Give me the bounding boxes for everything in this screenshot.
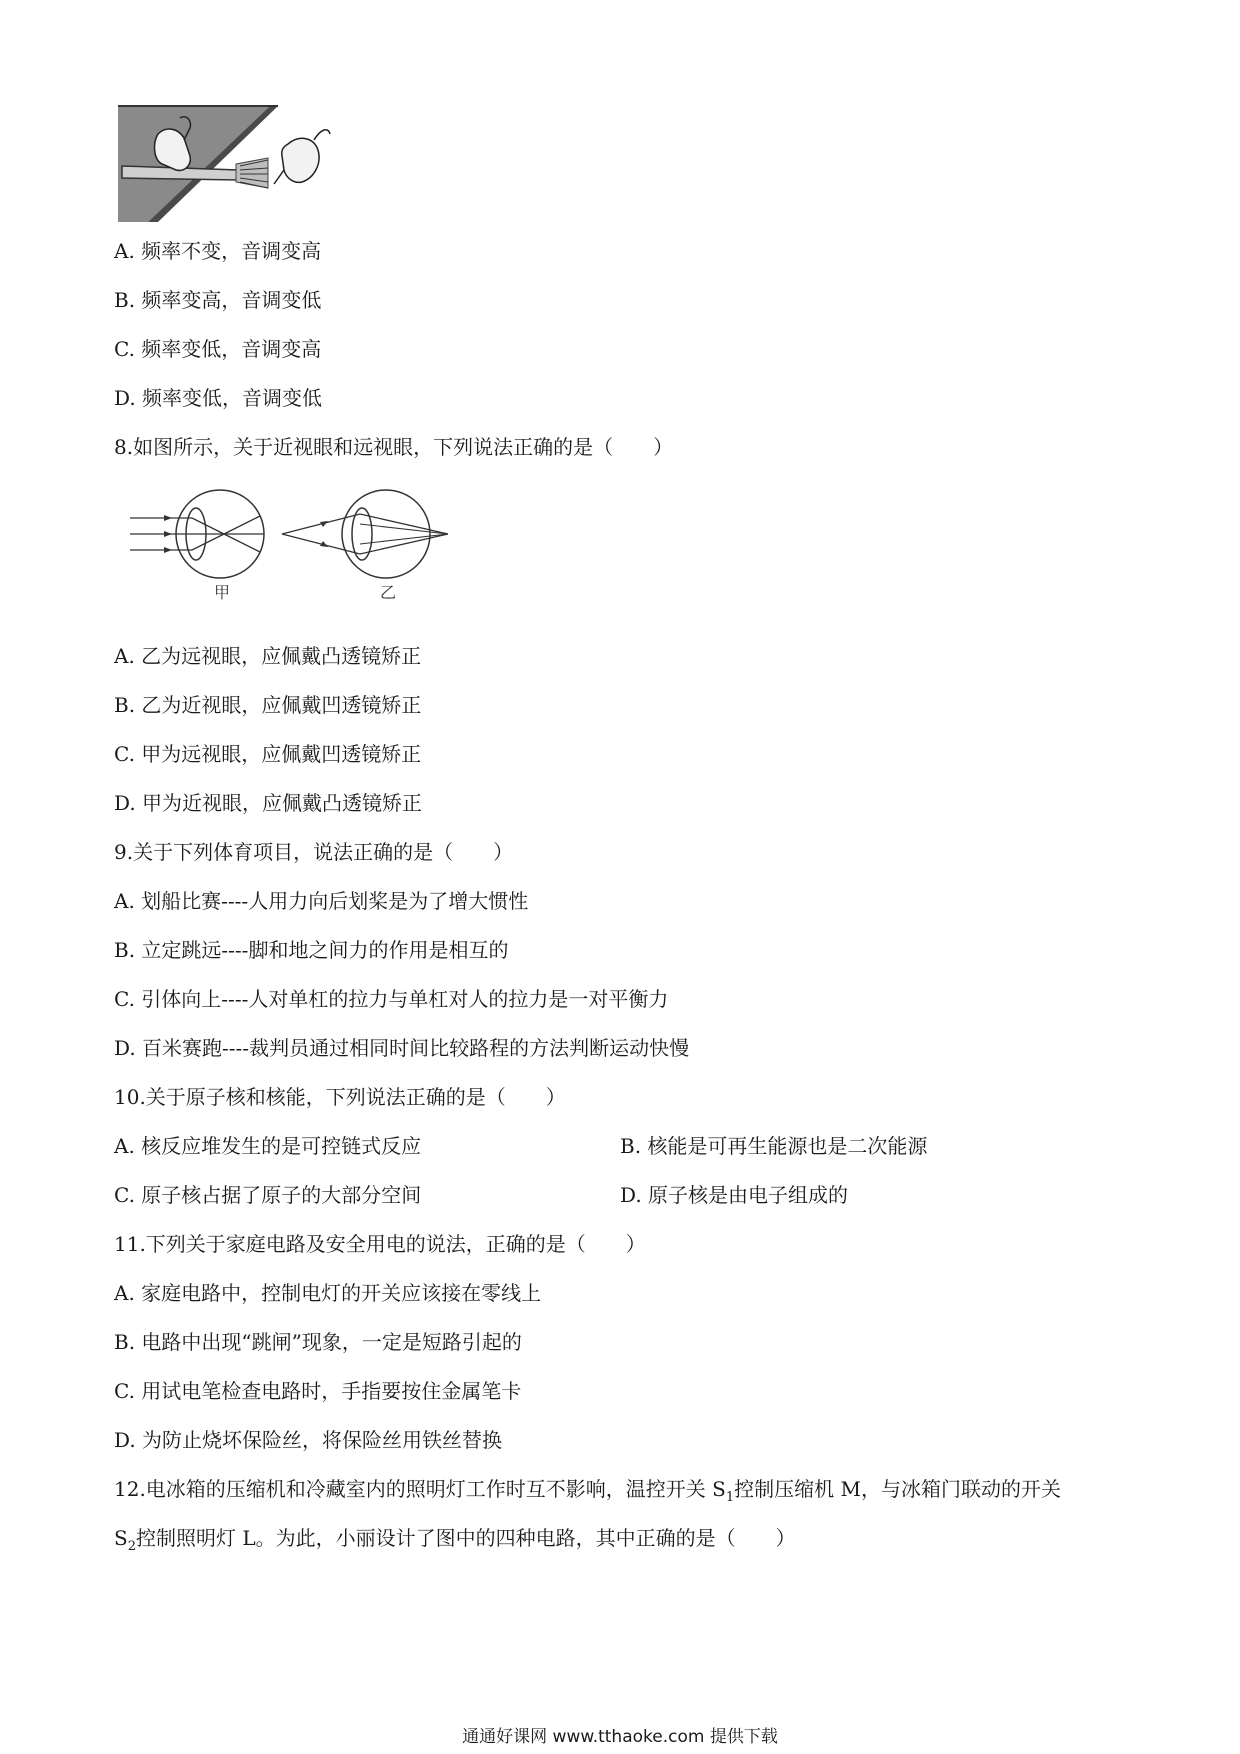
- q12-line1-part-b: 控制压缩机 M，与冰箱门联动的开关: [734, 1477, 1061, 1501]
- q11-option-b: B. 电路中出现“跳闸”现象，一定是短路引起的: [114, 1330, 522, 1354]
- q9-option-b: B. 立定跳远----脚和地之间力的作用是相互的: [114, 938, 509, 962]
- q12-stem-line1: [114, 1476, 1061, 1511]
- q7-option-c: C. 频率变低，音调变高: [114, 337, 322, 361]
- ruler-table-figure: [118, 104, 340, 226]
- q12-line2-part-b: 控制照明灯 L。为此，小丽设计了图中的四种电路，其中正确的是（ ）: [135, 1526, 796, 1550]
- q7-option-d: D. 频率变低，音调变低: [114, 386, 323, 410]
- q9-stem: 9.关于下列体育项目，说法正确的是（ ）: [114, 840, 514, 864]
- q9-option-d: D. 百米赛跑----裁判员通过相同时间比较路程的方法判断运动快慢: [114, 1036, 690, 1060]
- q11-option-c: C. 用试电笔检查电路时，手指要按住金属笔卡: [114, 1379, 522, 1403]
- q10-stem: 10.关于原子核和核能，下列说法正确的是（ ）: [114, 1085, 566, 1109]
- q8-option-b: B. 乙为近视眼，应佩戴凹透镜矫正: [114, 693, 422, 717]
- page-footer: 通通好课网 www.tthaoke.com 提供下载: [462, 1727, 778, 1747]
- q12-stem-line2: [114, 1525, 796, 1560]
- fig-label-jia: 甲: [214, 583, 231, 602]
- q12-line1-subscript: 1: [725, 1490, 735, 1505]
- q10-option-b: B. 核能是可再生能源也是二次能源: [620, 1134, 928, 1158]
- q8-option-a: A. 乙为远视眼，应佩戴凸透镜矫正: [114, 644, 422, 668]
- q7-option-b: B. 频率变高，音调变低: [114, 288, 322, 312]
- q11-option-a: A. 家庭电路中，控制电灯的开关应该接在零线上: [114, 1281, 542, 1305]
- q12-line2-subscript: 2: [127, 1539, 136, 1554]
- q8-option-d: D. 甲为近视眼，应佩戴凸透镜矫正: [114, 791, 423, 815]
- q11-option-d: D. 为防止烧坏保险丝，将保险丝用铁丝替换: [114, 1428, 503, 1452]
- q10-option-d: D. 原子核是由电子组成的: [620, 1183, 849, 1207]
- q10-option-a: A. 核反应堆发生的是可控链式反应: [114, 1134, 422, 1158]
- eye-diagram: [130, 484, 460, 610]
- q10-option-c: C. 原子核占据了原子的大部分空间: [114, 1183, 422, 1207]
- q9-option-a: A. 划船比赛----人用力向后划桨是为了增大惯性: [114, 889, 529, 913]
- q12-line2-part-a: S: [114, 1526, 128, 1550]
- q7-option-a: A. 频率不变，音调变高: [114, 239, 322, 263]
- eye-diagram-figure: [130, 484, 460, 614]
- q11-stem: 11.下列关于家庭电路及安全用电的说法，正确的是（ ）: [114, 1232, 646, 1256]
- q8-option-c: C. 甲为远视眼，应佩戴凹透镜矫正: [114, 742, 422, 766]
- ruler-table-illustration: [118, 104, 340, 222]
- q12-line1-part-a: 12.电冰箱的压缩机和冷藏室内的照明灯工作时互不影响，温控开关 S: [114, 1477, 726, 1501]
- q9-option-c: C. 引体向上----人对单杠的拉力与单杠对人的拉力是一对平衡力: [114, 987, 669, 1011]
- q8-stem: 8.如图所示，关于近视眼和远视眼，下列说法正确的是（ ）: [114, 435, 674, 459]
- fig-label-yi: 乙: [380, 583, 397, 602]
